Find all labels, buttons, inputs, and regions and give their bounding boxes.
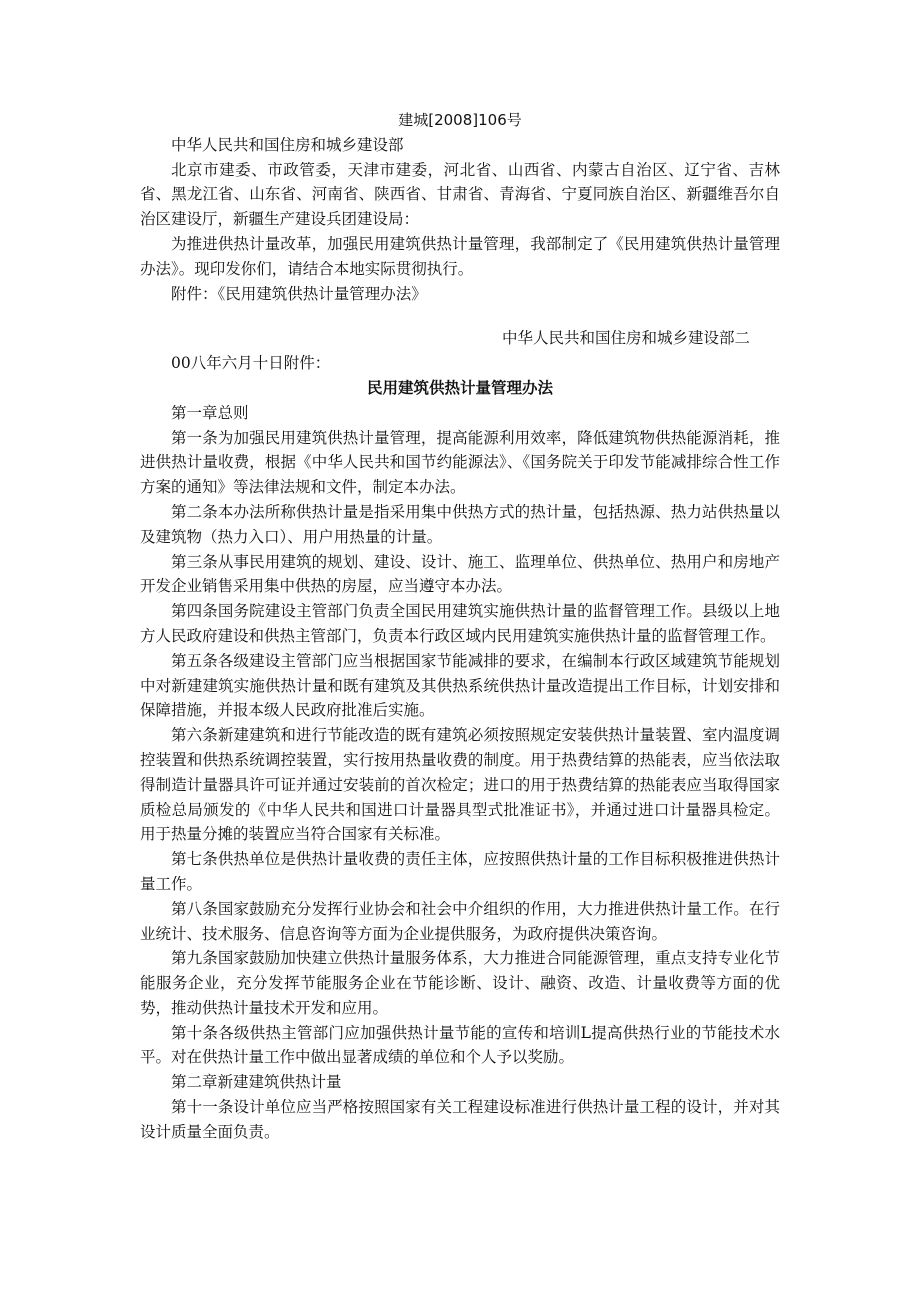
article-paragraph: 第八条国家鼓励充分发挥行业协会和社会中介组织的作用，大力推进供热计量工作。在行业统计、技术服务、信息咨询等方面为企业提供服务，为政府提供决策咨询。	[140, 899, 780, 943]
article-paragraph: 第三条从事民用建筑的规划、建设、设计、施工、监理单位、供热单位、热用户和房地产开发企业销售采用集中供热的房屋，应当遵守本办法。	[140, 552, 780, 596]
article-paragraph: 第十一条设计单位应当严格按照国家有关工程建设标准进行供热计量工程的设计，并对其设计质量全面负责。	[140, 1098, 780, 1141]
signature: 中华人民共和国住房和城乡建设部二	[502, 329, 751, 348]
article-paragraph: 第五条各级建设主管部门应当根据国家节能减排的要求，在编制本行政区域建筑节能规划中对新建建筑实施供热计量和既有建筑及其供热系统供热计量改造提出工作目标，计划安排和保障措施，并报本级人民政府批准后实施。	[140, 651, 780, 720]
article-paragraph: 第一条为加强民用建筑供热计量管理，提高能源利用效率，降低建筑物供热能源消耗，推进供热计量收费，根据《中华人民共和国节约能源法》、《国务院关于印发节能减排综合性工作方案的通知》等法律法规和文件，制定本办法。	[140, 428, 780, 497]
chapter-heading: 第二章新建建筑供热计量	[171, 1073, 342, 1092]
document-page	[140, 108, 780, 1145]
issue-date: 00八年六月十日附件：	[171, 354, 331, 373]
article-paragraph: 第二条本办法所称供热计量是指采用集中供热方式的热计量，包括热源、热力站供热量以及建筑物（热力入口）、用户用热量的计量。	[140, 502, 780, 546]
chapter-heading: 第一章总则	[171, 403, 249, 422]
article-paragraph: 第九条国家鼓励加快建立供热计量服务体系，大力推进合同能源管理，重点支持专业化节能服务企业，充分发挥节能服务企业在节能诊断、设计、融资、改造、计量收费等方面的优势，推动供热计量技术开发和应用。	[140, 949, 780, 1017]
article-paragraph: 第十条各级供热主管部门应加强供热计量节能的宣传和培训L提高供热行业的节能技术水平。对在供热计量工作中做出显著成绩的单位和个人予以奖励。	[140, 1023, 780, 1067]
issuer: 中华人民共和国住房和城乡建设部	[171, 135, 404, 154]
article-paragraph: 第六条新建建筑和进行节能改造的既有建筑必须按照规定安装供热计量装置、室内温度调控装置和供热系统调控装置，实行按用热量收费的制度。用于热费结算的热能表，应当依法取得制造计量器具许可证并通过安装前的首次检定；进口的用于热费结算的热能表应当取得国家质检总局颁发的《中华人民共和国进口计量器具型式批准证书》，并通过进口计量器具检定。用于热量分摊的装置应当符合国家有关标准。	[140, 726, 780, 844]
article-paragraph: 第四条国务院建设主管部门负责全国民用建筑实施供热计量的监督管理工作。县级以上地方人民政府建设和供热主管部门，负责本行政区域内民用建筑实施供热计量的监督管理工作。	[140, 602, 780, 645]
document-number: 建城[2008]106号	[398, 111, 522, 129]
article-paragraph: 第七条供热单位是供热计量收费的责任主体，应按照供热计量的工作目标积极推进供热计量工作。	[140, 850, 780, 893]
recipients: 北京市建委、市政管委，天津市建委，河北省、山西省、内蒙古自治区、辽宁省、吉林省、黑龙江省、山东省、河南省、陕西省、甘肃省、青海省、宁夏同族自治区、新疆维吾尔自治区建设厅，新疆生产建设兵团建设局：	[140, 160, 780, 229]
regulation-title: 民用建筑供热计量管理办法	[366, 378, 553, 397]
notice-body: 为推进供热计量改革，加强民用建筑供热计量管理，我部制定了《民用建筑供热计量管理办法》。现印发你们，请结合本地实际贯彻执行。	[140, 234, 780, 278]
attachment-line: 附件：《民用建筑供热计量管理办法》	[171, 284, 427, 303]
